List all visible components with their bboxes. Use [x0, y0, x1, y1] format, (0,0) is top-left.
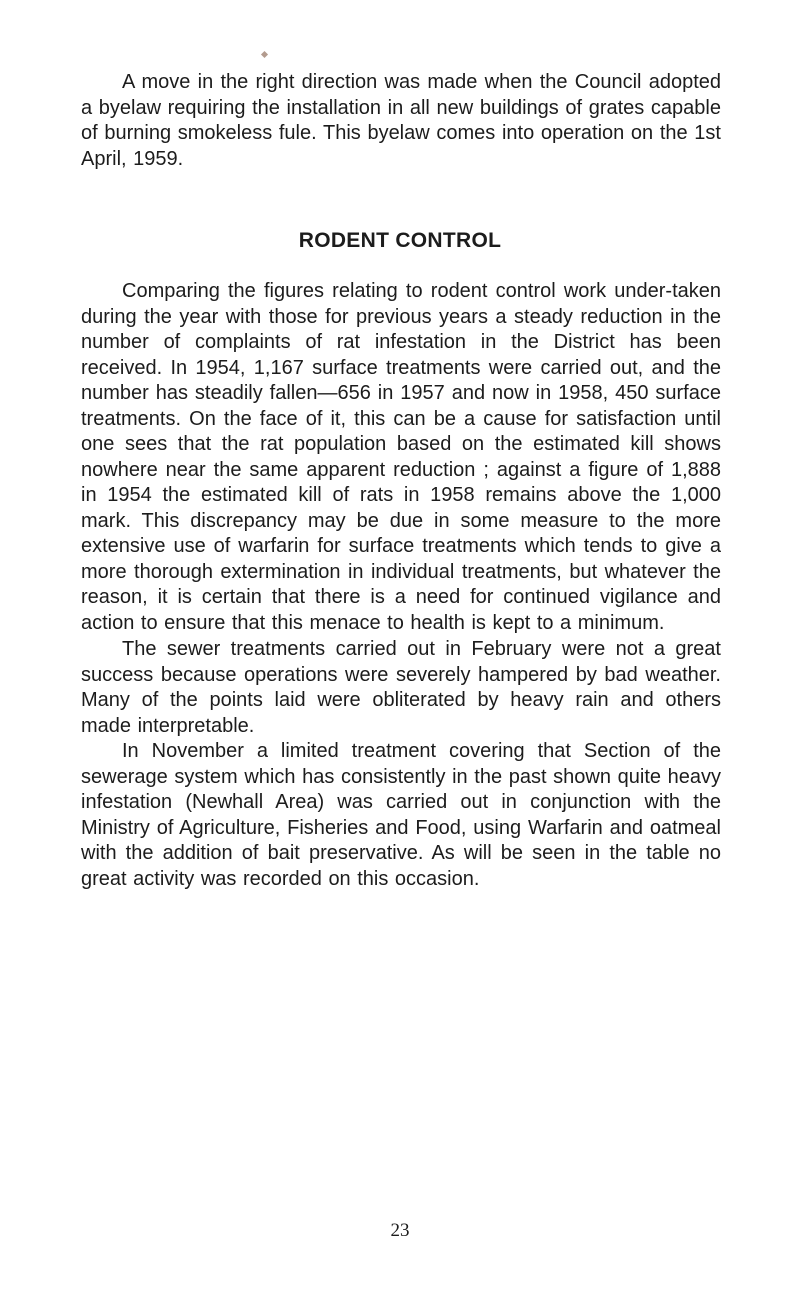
page-number: 23 — [390, 1220, 410, 1241]
paragraph-november-treatment: In November a limited treatment covering that Section of the sewerage system which has consistently in the past shown quite heavy infestation (Newhall Area) was carried out in conjunction with the Ministry of Agriculture, Fisheries and Food, using Warfarin and oatmeal with the addition of bait preservative. As will be seen in the table no great activity was recorded on this occasion. — [81, 740, 721, 890]
section-heading: RODENT CONTROL — [298, 229, 502, 252]
print-mark — [261, 51, 268, 58]
paragraph-rodent-figures: Comparing the figures relating to rodent control work under-taken during the year with those for previous years a steady reduction in the number of complaints of rat infestation in the District has been received. In 1954, 1,167 surface treatments were carried out, and the number has steadily fallen—656 in 1957 and now in 1958, 450 surface treatments. On the face of it, this can be a cause for satisfaction until one sees that the rat population based on the estimated kill shows nowhere near the same apparent reduction ; against a figure of 1,888 in 1954 the estimated kill of rats in 1958 remains above the 1,000 mark. This discrepancy may be due in some measure to the more extensive use of warfarin for surface treatments which tends to give a more thorough extermination in individual treatments, but whatever the reason, it is certain that there is a need for continued vigilance and action to ensure that this menace to health is kept to a minimum. — [81, 280, 721, 634]
intro-paragraph: A move in the right direction was made when the Council adopted a byelaw requiring the installation in all new buildings of grates capable of burning smokeless fule. This byelaw comes into operation on the 1st April, 1959. — [81, 71, 721, 170]
paragraph-sewer-treatments: The sewer treatments carried out in February were not a great success because operations were severely hampered by bad weather. Many of the points laid were obliterated by heavy rain and others made interpretable. — [81, 638, 721, 737]
